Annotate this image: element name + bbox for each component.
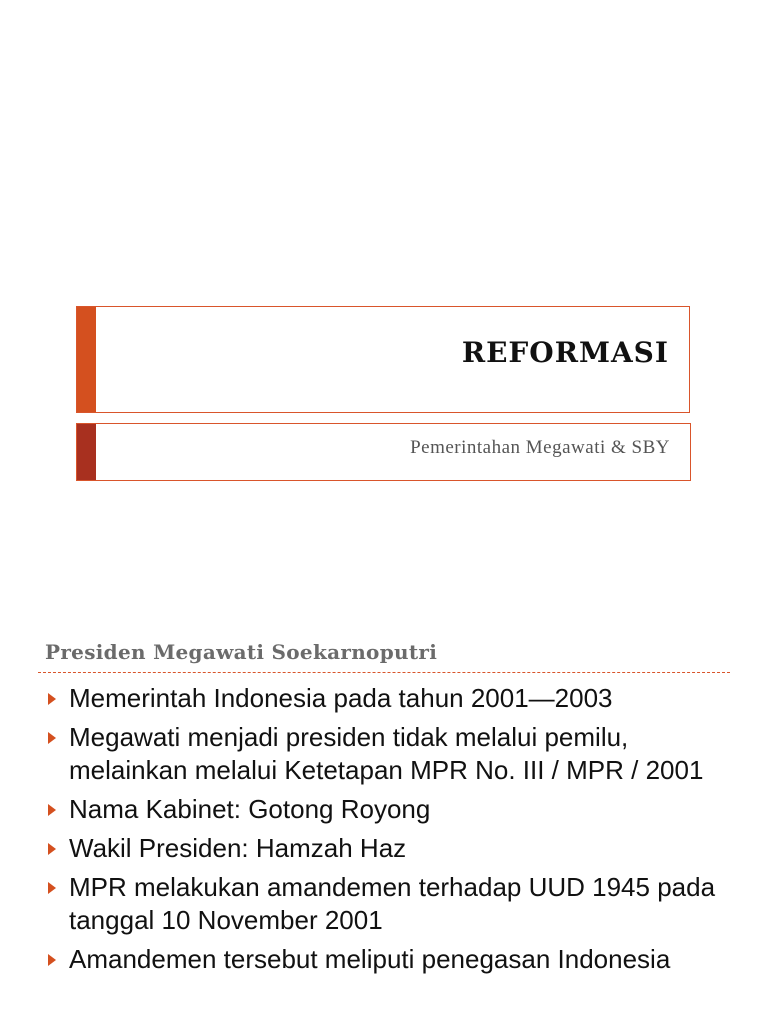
list-item bbox=[0, 871, 768, 937]
list-item bbox=[0, 793, 768, 826]
subtitle-accent-bar bbox=[77, 424, 96, 480]
list-item bbox=[0, 721, 768, 787]
slide-title: REFORMASI bbox=[461, 336, 669, 369]
bullet-text: Nama Kabinet: Gotong Royong bbox=[69, 794, 431, 824]
bullet-arrow-icon bbox=[48, 882, 56, 894]
list-item bbox=[0, 943, 768, 976]
list-item bbox=[0, 682, 768, 715]
bullet-text: Megawati menjadi presiden tidak melalui pemilu, melainkan melalui Ketetapan MPR No. III / MPR / 2001 bbox=[69, 722, 704, 785]
content-heading: Presiden Megawati Soekarnoputri bbox=[45, 640, 438, 664]
bullet-arrow-icon bbox=[48, 732, 56, 744]
bullet-text: MPR melakukan amandemen terhadap UUD 1945 pada tanggal 10 November 2001 bbox=[69, 872, 716, 935]
subtitle-box bbox=[76, 423, 691, 481]
bullet-text: Amandemen tersebut meliputi penegasan Indonesia bbox=[69, 944, 671, 974]
title-box bbox=[76, 306, 690, 413]
content-slide bbox=[0, 576, 768, 1024]
bullet-arrow-icon bbox=[48, 693, 56, 705]
bullet-arrow-icon bbox=[48, 843, 56, 855]
bullet-arrow-icon bbox=[48, 804, 56, 816]
bullet-text: Memerintah Indonesia pada tahun 2001—2003 bbox=[69, 683, 613, 713]
list-item bbox=[0, 832, 768, 865]
heading-divider bbox=[38, 672, 730, 673]
bullet-text: Wakil Presiden: Hamzah Haz bbox=[69, 833, 407, 863]
bullet-arrow-icon bbox=[48, 954, 56, 966]
bullet-list bbox=[0, 682, 768, 982]
title-accent-bar bbox=[77, 307, 96, 412]
slide-subtitle: Pemerintahan Megawati & SBY bbox=[410, 437, 670, 458]
